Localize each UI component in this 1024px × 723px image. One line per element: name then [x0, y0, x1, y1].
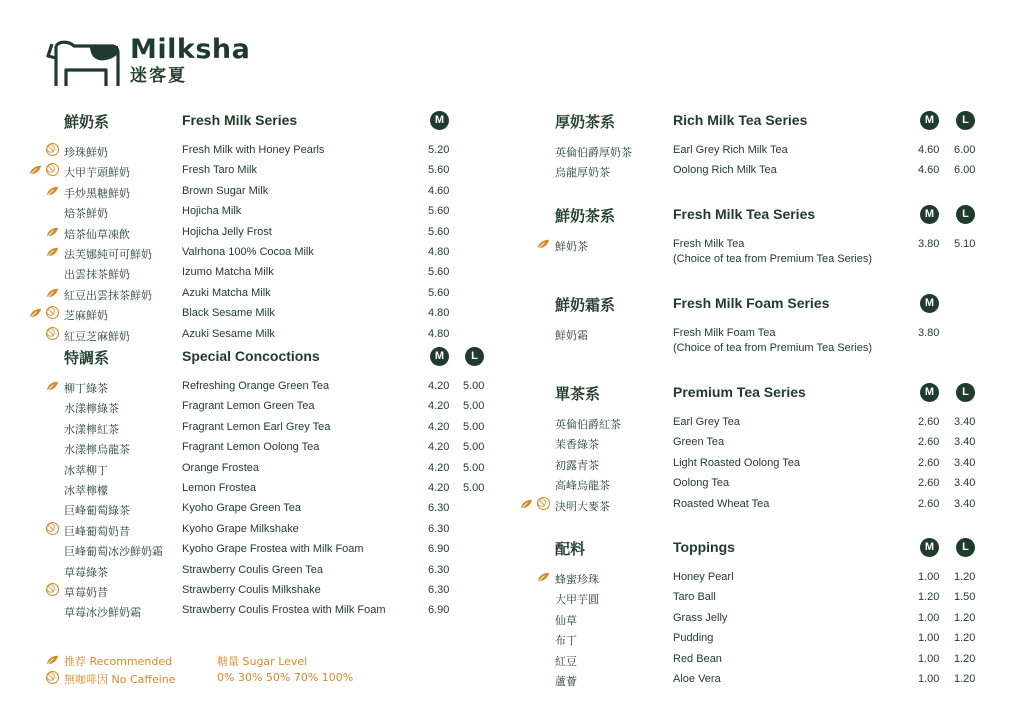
brand-name-en: Milksha — [130, 34, 251, 65]
item-name-zh: 蘆薈 — [555, 674, 577, 688]
menu-item — [555, 587, 995, 607]
price-m: 6.90 — [428, 543, 450, 556]
item-name-en: Azuki Matcha Milk — [182, 286, 271, 299]
legend-recommended-label: 推荐 Recommended — [64, 655, 173, 668]
menu-item — [64, 376, 504, 396]
menu-item — [555, 234, 995, 268]
price-l: 5.00 — [463, 420, 485, 433]
menu-item — [64, 396, 504, 416]
menu-item — [555, 494, 995, 514]
section-title-en: Rich Milk Tea Series — [673, 112, 808, 128]
item-name-en: Strawberry Coulis Frostea with Milk Foam — [182, 604, 386, 617]
item-name-en: Fragrant Lemon Earl Grey Tea — [182, 420, 331, 433]
menu-item — [64, 303, 484, 323]
item-name-zh: 草莓奶昔 — [64, 585, 108, 599]
price-m: 4.20 — [428, 481, 450, 494]
item-name-zh: 芝麻鮮奶 — [64, 309, 108, 323]
item-name-zh: 冰萃檸檬 — [64, 483, 108, 497]
section-title-zh: 鮮奶茶系 — [555, 207, 616, 225]
price-m: 4.80 — [428, 245, 450, 258]
price-m: 4.20 — [428, 380, 450, 392]
menu-item — [64, 242, 484, 262]
size-m-badge: M — [430, 347, 449, 366]
item-name-en: Fresh Milk Tea — [673, 238, 745, 250]
size-m-badge: M — [920, 383, 939, 402]
item-name-zh: 法芙娜純可可鮮奶 — [64, 247, 152, 261]
item-name-zh: 巨峰葡萄冰沙鮮奶霜 — [64, 545, 163, 559]
item-name-en: Valrhona 100% Cocoa Milk — [182, 245, 314, 258]
leaf-icon — [29, 306, 42, 319]
price-m: 4.60 — [918, 164, 940, 177]
legend-recommended — [46, 653, 172, 669]
item-name-zh: 紅豆 — [555, 654, 577, 668]
menu-item — [64, 201, 484, 221]
size-m-badge: M — [920, 294, 939, 313]
item-name-zh: 茉香綠茶 — [555, 438, 599, 452]
item-name-zh: 英倫伯爵厚奶茶 — [555, 146, 632, 159]
size-l-badge: L — [956, 538, 975, 557]
price-m: 5.60 — [428, 205, 450, 218]
item-name-en: Fragrant Lemon Oolong Tea — [182, 441, 320, 454]
price-l: 3.40 — [954, 456, 976, 469]
price-l: 1.20 — [954, 672, 976, 685]
item-name-en: Aloe Vera — [673, 672, 721, 685]
item-name-zh: 決明大麥茶 — [555, 499, 610, 513]
menu-item — [555, 160, 995, 180]
no-caffeine-icon — [46, 163, 59, 176]
item-name-zh: 烏龍厚奶茶 — [555, 166, 610, 180]
item-name-zh: 巨峰葡萄綠茶 — [64, 504, 130, 518]
item-name-en: Green Tea — [673, 436, 725, 449]
menu-item — [64, 222, 484, 242]
price-l: 1.20 — [954, 571, 976, 583]
size-l-badge: L — [956, 111, 975, 130]
no-caffeine-icon — [46, 327, 59, 340]
price-l: 1.20 — [954, 632, 976, 645]
leaf-icon — [29, 163, 42, 176]
item-name-zh: 焙茶仙草凍飲 — [64, 227, 130, 241]
section-title-en: Toppings — [673, 539, 735, 555]
section-title-en: Fresh Milk Series — [182, 112, 298, 128]
no-caffeine-icon — [46, 671, 59, 684]
item-name-en: Fragrant Lemon Green Tea — [182, 400, 315, 413]
item-name-zh: 水漾檸綠茶 — [64, 402, 119, 416]
price-l: 6.00 — [954, 164, 976, 177]
cow-icon — [46, 36, 120, 88]
price-l: 3.40 — [954, 436, 976, 449]
price-m: 1.00 — [918, 632, 940, 645]
no-caffeine-icon — [537, 497, 550, 510]
item-name-en: Red Bean — [673, 652, 722, 665]
no-caffeine-icon — [46, 143, 59, 156]
item-name-en: Kyoho Grape Milkshake — [182, 522, 299, 535]
item-name-en: Hojicha Jelly Frost — [182, 225, 272, 238]
menu-item — [555, 432, 995, 452]
item-name-en: Light Roasted Oolong Tea — [673, 456, 800, 469]
price-l: 5.00 — [463, 461, 485, 474]
price-l: 6.00 — [954, 144, 976, 156]
item-name-en: Strawberry Coulis Green Tea — [182, 563, 324, 576]
item-name-en: Earl Grey Rich Milk Tea — [673, 144, 788, 156]
item-name-zh: 巨峰葡萄奶昔 — [64, 524, 130, 538]
size-m-badge: M — [430, 111, 449, 130]
price-l: 5.10 — [954, 238, 976, 250]
leaf-icon — [46, 286, 59, 299]
price-m: 1.00 — [918, 611, 940, 624]
price-m: 6.30 — [428, 502, 450, 515]
item-name-zh: 水漾檸烏龍茶 — [64, 443, 130, 457]
section-title-zh: 厚奶茶系 — [555, 113, 616, 131]
price-m: 4.80 — [428, 327, 450, 340]
leaf-icon — [46, 245, 59, 258]
item-name-zh: 鮮奶霜 — [555, 329, 588, 342]
menu-item — [555, 628, 995, 648]
menu-item — [555, 412, 995, 432]
menu-item — [555, 608, 995, 628]
section-milk-foam — [555, 293, 995, 357]
menu-item — [555, 649, 995, 669]
item-name-en: Fresh Milk Foam Tea — [673, 327, 776, 339]
price-m: 5.20 — [428, 144, 450, 156]
item-name-zh: 焙茶鮮奶 — [64, 207, 108, 221]
leaf-icon — [520, 497, 533, 510]
section-toppings — [555, 537, 995, 689]
price-l: 3.40 — [954, 416, 976, 428]
item-name-en: Hojicha Milk — [182, 205, 242, 218]
price-m: 1.00 — [918, 672, 940, 685]
price-m: 5.60 — [428, 164, 450, 177]
menu-item — [555, 567, 995, 587]
item-name-zh: 草莓冰沙鮮奶霜 — [64, 606, 141, 620]
legend-no-caffeine — [46, 671, 176, 687]
item-name-zh: 蜂蜜珍珠 — [555, 573, 599, 586]
no-caffeine-icon — [46, 522, 59, 535]
item-name-en: Taro Ball — [673, 591, 716, 604]
price-m: 2.60 — [918, 436, 940, 449]
item-name-en: Brown Sugar Milk — [182, 184, 269, 197]
legend-sugar-title: 糖量 Sugar Level — [217, 655, 308, 668]
item-name-zh: 布丁 — [555, 634, 577, 648]
item-name-en: Strawberry Coulis Milkshake — [182, 583, 321, 596]
price-m: 6.90 — [428, 604, 450, 617]
price-m: 6.30 — [428, 522, 450, 535]
section-title-zh: 特調系 — [64, 349, 110, 367]
item-name-zh: 仙草 — [555, 613, 577, 627]
brand-logo — [46, 36, 250, 88]
item-name-en: Honey Pearl — [673, 571, 734, 583]
price-l: 5.00 — [463, 441, 485, 454]
legend-no-caffeine-label: 無咖啡因 No Caffeine — [64, 673, 176, 686]
menu-item — [64, 160, 484, 180]
item-name-en: Earl Grey Tea — [673, 416, 741, 428]
section-fresh-milk — [64, 110, 484, 344]
menu-item — [64, 478, 504, 498]
price-l: 1.20 — [954, 611, 976, 624]
price-m: 3.80 — [918, 238, 940, 250]
section-rich-milk-tea — [555, 110, 995, 181]
menu-item — [64, 498, 504, 518]
price-l: 3.40 — [954, 477, 976, 490]
menu-item — [555, 140, 995, 160]
menu-item — [64, 560, 504, 580]
item-name-zh: 水漾檸紅茶 — [64, 422, 119, 436]
menu-item — [64, 417, 504, 437]
section-fresh-milk-tea — [555, 204, 995, 268]
menu-item — [64, 140, 484, 160]
leaf-icon — [46, 184, 59, 197]
menu-item — [64, 600, 504, 620]
item-name-en: Fresh Milk with Honey Pearls — [182, 144, 325, 156]
price-m: 4.20 — [428, 400, 450, 413]
size-l-badge: L — [956, 205, 975, 224]
section-title-en: Fresh Milk Foam Series — [673, 295, 830, 311]
price-m: 2.60 — [918, 456, 940, 469]
size-l-badge: L — [465, 347, 484, 366]
menu-item — [64, 539, 504, 559]
price-l: 5.00 — [463, 380, 485, 392]
menu-item — [64, 580, 504, 600]
item-name-en: Lemon Frostea — [182, 481, 256, 494]
leaf-icon — [46, 379, 59, 392]
price-m: 1.00 — [918, 571, 940, 583]
menu-item — [64, 437, 504, 457]
item-name-zh: 冰萃柳丁 — [64, 463, 108, 477]
item-name-en: Pudding — [673, 632, 714, 645]
item-name-en: Black Sesame Milk — [182, 307, 275, 320]
price-m: 5.60 — [428, 225, 450, 238]
item-name-en: Kyoho Grape Frostea with Milk Foam — [182, 543, 364, 556]
item-name-en: Grass Jelly — [673, 611, 728, 624]
price-m: 1.00 — [918, 652, 940, 665]
menu-item — [64, 324, 484, 344]
item-name-en: Oolong Rich Milk Tea — [673, 164, 777, 177]
item-name-zh: 草莓綠茶 — [64, 565, 108, 579]
price-m: 4.60 — [428, 184, 450, 197]
price-m: 2.60 — [918, 497, 940, 510]
price-l: 5.00 — [463, 400, 485, 413]
menu-item — [64, 262, 484, 282]
size-m-badge: M — [920, 205, 939, 224]
price-l: 5.00 — [463, 481, 485, 494]
section-special — [64, 346, 504, 621]
price-m: 6.30 — [428, 583, 450, 596]
price-m: 3.80 — [918, 327, 940, 339]
item-name-zh: 紅豆芝麻鮮奶 — [64, 329, 130, 343]
menu-item — [555, 453, 995, 473]
menu-item — [64, 519, 504, 539]
brand-name-zh: 迷客夏 — [130, 66, 187, 86]
item-name-en: Refreshing Orange Green Tea — [182, 380, 330, 392]
item-name-en: Roasted Wheat Tea — [673, 497, 770, 510]
no-caffeine-icon — [46, 583, 59, 596]
section-title-zh: 鮮奶霜系 — [555, 296, 616, 314]
price-l: 3.40 — [954, 497, 976, 510]
price-m: 6.30 — [428, 563, 450, 576]
leaf-icon — [46, 225, 59, 238]
item-name-zh: 英倫伯爵紅茶 — [555, 418, 621, 431]
price-m: 4.20 — [428, 420, 450, 433]
item-note: (Choice of tea from Premium Tea Series) — [673, 253, 873, 265]
no-caffeine-icon — [46, 306, 59, 319]
item-name-en: Oolong Tea — [673, 477, 730, 490]
menu-item — [64, 181, 484, 201]
menu-item — [64, 458, 504, 478]
item-name-zh: 珍珠鮮奶 — [64, 146, 108, 159]
section-title-zh: 配料 — [555, 540, 586, 558]
price-l: 1.20 — [954, 652, 976, 665]
menu-item — [555, 473, 995, 493]
price-m: 2.60 — [918, 416, 940, 428]
price-m: 4.60 — [918, 144, 940, 156]
item-name-zh: 大甲芋頭鮮奶 — [64, 166, 130, 180]
item-note: (Choice of tea from Premium Tea Series) — [673, 342, 873, 354]
legend-sugar-levels: 0% 30% 50% 70% 100% — [217, 671, 354, 684]
size-m-badge: M — [920, 111, 939, 130]
section-title-zh: 單茶系 — [555, 385, 601, 403]
price-m: 2.60 — [918, 477, 940, 490]
section-premium-tea — [555, 382, 995, 514]
item-name-zh: 手炒黑糖鮮奶 — [64, 186, 130, 200]
section-title-en: Premium Tea Series — [673, 384, 806, 400]
item-name-en: Izumo Matcha Milk — [182, 266, 274, 279]
section-title-zh: 鮮奶系 — [64, 113, 110, 131]
section-title-en: Special Concoctions — [182, 348, 320, 364]
item-name-zh: 柳丁綠茶 — [64, 382, 108, 395]
leaf-icon — [537, 570, 550, 583]
price-m: 4.20 — [428, 441, 450, 454]
item-name-en: Orange Frostea — [182, 461, 260, 474]
price-m: 5.60 — [428, 286, 450, 299]
price-m: 5.60 — [428, 266, 450, 279]
item-name-zh: 出雲抹茶鮮奶 — [64, 268, 130, 282]
item-name-zh: 紅豆出雲抹茶鮮奶 — [64, 288, 152, 302]
menu-item — [555, 323, 995, 357]
price-m: 1.20 — [918, 591, 940, 604]
size-l-badge: L — [956, 383, 975, 402]
price-l: 1.50 — [954, 591, 976, 604]
item-name-en: Azuki Sesame Milk — [182, 327, 275, 340]
item-name-zh: 初露青茶 — [555, 458, 599, 472]
item-name-zh: 大甲芋圓 — [555, 593, 599, 607]
size-m-badge: M — [920, 538, 939, 557]
item-name-zh: 鮮奶茶 — [555, 240, 588, 253]
item-name-en: Kyoho Grape Green Tea — [182, 502, 302, 515]
menu-item — [64, 283, 484, 303]
item-name-zh: 高峰烏龍茶 — [555, 479, 610, 493]
leaf-icon — [46, 653, 59, 669]
section-title-en: Fresh Milk Tea Series — [673, 206, 816, 222]
item-name-en: Fresh Taro Milk — [182, 164, 257, 177]
price-m: 4.20 — [428, 461, 450, 474]
price-m: 4.80 — [428, 307, 450, 320]
leaf-icon — [537, 237, 550, 250]
menu-item — [555, 669, 995, 689]
